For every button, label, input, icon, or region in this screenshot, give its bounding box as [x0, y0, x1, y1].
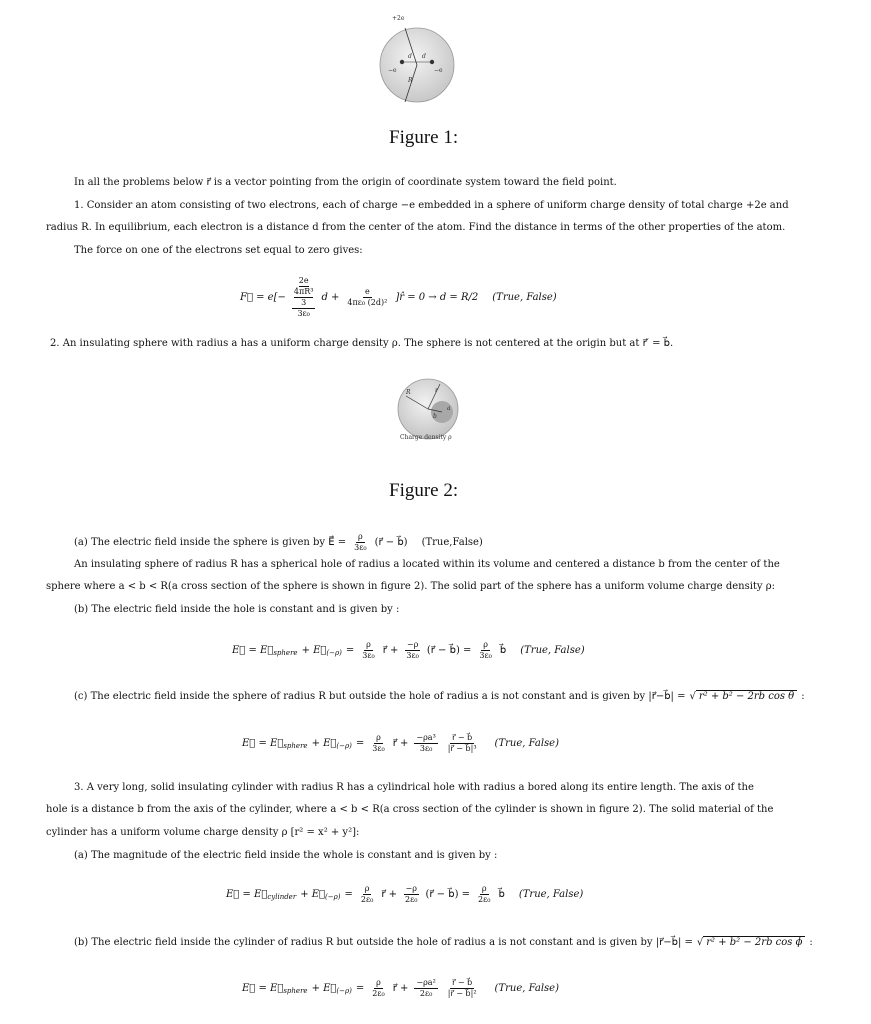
hole-line-1: An insulating sphere of radius R has a spherical hole of radius a located within its volume and centered a distance b from the center of the [74, 559, 780, 570]
p2c-frac-1-num: ρ [376, 733, 381, 742]
p3b-sub-1: sphere [283, 986, 308, 995]
p3a-frac-1 [359, 884, 375, 905]
p2b-frac-1-den: 3ε₀ [362, 651, 375, 660]
eq1-frac-1-num-mid: 4πR³ [293, 287, 314, 296]
p2b-lhs [232, 645, 298, 657]
p3b-lhs [242, 983, 308, 995]
problem-1-line-2: radius R. In equilibrium, each electron is a distance d from the center of the atom. Find the distance in terms of the other properties of the atom. [46, 222, 786, 233]
radius-label: R [408, 77, 413, 84]
p3a-frac-1-den: 2ε₀ [360, 895, 374, 904]
p2c-sqrt-content: r² + b² − 2rb cos θ [696, 690, 797, 702]
p3a-true-false: (True, False) [518, 889, 584, 900]
p2c-colon: : [801, 690, 805, 702]
p2b-eq: = [345, 645, 355, 656]
p2c-plus-text: + E⃗ [311, 737, 337, 749]
e-right-label: −e [434, 67, 443, 74]
eq1-lhs: F⃗ = e[− [240, 292, 286, 303]
p2a-frac-num: ρ [358, 532, 363, 541]
p2b-frac-3 [477, 640, 493, 661]
problem-1-line-1: 1. Consider an atom consisting of two electrons, each of charge −e embedded in a sphere of uniform charge density of total charge +2e and [74, 200, 789, 211]
problem-2c-equation [242, 733, 559, 754]
eq1-mid: d + [321, 292, 340, 303]
p3a-r: r⃗ + [381, 889, 398, 900]
p2b-sub-2: (−ρ) [326, 648, 342, 657]
p2b-frac-2-den: 3ε₀ [406, 651, 419, 660]
hole-line-2: sphere where a < b < R(a cross section of the sphere is shown in figure 2). The solid part of the sphere has a uniform volume charge density ρ: [46, 581, 776, 592]
p3b-frac-2-den: 2ε₀ [419, 989, 433, 998]
problem-3-line-3: cylinder has a uniform volume charge density ρ [r² = x² + y²]: [46, 827, 360, 838]
p2c-frac-3-den: |r⃗ − b⃗|³ [447, 744, 477, 753]
d-left-label: d [408, 53, 412, 60]
charge-label: +2e [392, 15, 405, 22]
p2c-eq: = [355, 738, 365, 749]
p3b-sub-2: (−ρ) [336, 986, 352, 995]
figure-2-diagram [390, 374, 480, 446]
fig2-density-label: Charge density ρ [400, 434, 452, 441]
p3b-sqrt: √ r² + b² − 2rb cos ϕ [697, 936, 806, 948]
p3b-frac-3-den: |r⃗ − b⃗|² [447, 989, 477, 998]
eq1-true-false: (True, False) [492, 292, 557, 303]
p2a-prefix: (a) The electric field inside the sphere is given by E⃗ = [74, 537, 347, 548]
p2b-lhs-text: E⃗ = E⃗ [232, 644, 274, 656]
p3a-mid: (r⃗ − b⃗) = [425, 889, 471, 900]
problem-1-line-3: The force on one of the electrons set equal to zero gives: [74, 245, 363, 256]
p3b-true-false: (True, False) [494, 983, 559, 994]
p2c-sqrt: √ r² + b² − 2rb cos θ [689, 690, 797, 702]
p3b-frac-1 [370, 978, 386, 999]
p2b-end: b⃗ [499, 645, 507, 656]
p2b-frac-1-num: ρ [366, 640, 371, 649]
p3b-frac-1-num: ρ [376, 978, 381, 987]
fig2-a-label: a [447, 405, 451, 412]
problem-1-equation [240, 276, 557, 319]
problem-2a-line [74, 532, 483, 553]
p3b-plus-text: + E⃗ [311, 982, 337, 994]
p2c-frac-2-den: 3ε₀ [419, 744, 433, 753]
p3b-r: r⃗ + [392, 983, 409, 994]
p2b-frac-3-den: 3ε₀ [479, 651, 492, 660]
p2c-frac-2-num: −ρa³ [416, 733, 436, 742]
p2b-frac-2 [404, 640, 420, 661]
p3b-sqrt-content: r² + b² − 2rb cos ϕ [703, 936, 805, 948]
p2a-suffix: (r⃗ − b⃗) [374, 537, 408, 548]
p3b-statement-text: (b) The electric field inside the cylinder of radius R but outside the hole of radius a is not constant and is given by |r⃗−b⃗| = [74, 936, 693, 948]
p2b-frac-3-num: ρ [483, 640, 488, 649]
p2c-true-false: (True, False) [494, 738, 559, 749]
problem-2-statement: 2. An insulating sphere with radius a has a uniform charge density ρ. The sphere is not centered at the origin but at r⃗′ = b⃗. [50, 338, 674, 349]
p2b-plus [302, 645, 342, 657]
problem-3b-statement [74, 936, 813, 948]
p2c-frac-1-den: 3ε₀ [372, 744, 385, 753]
p3b-frac-2-num: −ρa² [416, 978, 436, 987]
problem-3-line-2: hole is a distance b from the axis of the cylinder, where a < b < R(a cross section of the cylinder is shown in figure 2). The solid material of the [46, 804, 774, 815]
p2c-statement-text: (c) The electric field inside the sphere of radius R but outside the hole of radius a is not constant and is given by |r⃗−b⃗| = [74, 690, 686, 702]
p2b-plus-text: + E⃗ [301, 644, 327, 656]
p2b-true-false: (True, False) [520, 645, 585, 656]
problem-3a-statement: (a) The magnitude of the electric field inside the whole is constant and is given by : [74, 850, 498, 861]
p2c-r: r⃗ + [392, 738, 409, 749]
fig2-R-label: R [406, 389, 411, 396]
p2c-frac-2 [414, 733, 437, 754]
p3b-colon: : [809, 936, 813, 948]
figure-2-caption: Figure 2: [389, 480, 459, 501]
p2c-sub-1: sphere [283, 741, 308, 750]
problem-2c-statement [74, 690, 805, 702]
problem-2b-equation [232, 640, 585, 661]
p3a-frac-1-num: ρ [364, 884, 370, 893]
p2b-frac-1 [360, 640, 376, 661]
p2c-plus [312, 738, 352, 750]
p2b-sub-1: sphere [273, 648, 298, 657]
p3b-frac-2 [414, 978, 437, 999]
p3b-lhs-text: E⃗ = E⃗ [242, 982, 284, 994]
figure-1-diagram [372, 10, 462, 105]
problem-2b-statement: (b) The electric field inside the hole is constant and is given by : [74, 604, 400, 615]
e-left-label: −e [388, 67, 397, 74]
eq1-frac-2 [345, 287, 389, 308]
fig2-b-label: b [433, 413, 437, 420]
intro-text: In all the problems below r⃗ is a vector pointing from the origin of coordinate system toward the field point. [74, 177, 617, 188]
p2c-frac-3 [446, 733, 479, 754]
p2c-lhs-text: E⃗ = E⃗ [242, 737, 284, 749]
p2c-sub-2: (−ρ) [336, 741, 352, 750]
eq1-frac-1-num-den: 3 [301, 298, 307, 307]
p3a-sub-2: (−ρ) [325, 892, 341, 901]
eq1-frac-1 [292, 276, 316, 319]
p3a-frac-3-num: ρ [481, 884, 487, 893]
p3a-plus-text: + E⃗ [300, 888, 326, 900]
figure-1-caption: Figure 1: [389, 127, 459, 148]
p3a-lhs [226, 889, 296, 901]
p2a-frac-den: 3ε₀ [354, 543, 367, 552]
p3a-end: b⃗ [498, 889, 505, 900]
p3a-plus [300, 889, 340, 901]
p3b-frac-3 [446, 978, 479, 999]
p2c-frac-1 [370, 733, 386, 754]
d-right-label: d [422, 53, 426, 60]
p3a-frac-3-den: 2ε₀ [478, 895, 491, 904]
eq1-frac-1-den: 3ε₀ [297, 309, 310, 318]
fig2-r-label: r [435, 387, 438, 394]
p3a-frac-2 [403, 884, 419, 905]
p3b-frac-1-den: 2ε₀ [372, 989, 385, 998]
eq1-frac-2-num: e [365, 287, 370, 296]
eq1-frac-1-num-top: 2e [298, 276, 309, 285]
p3a-frac-2-num: −ρ [405, 884, 417, 893]
p2a-true-false: (True,False) [421, 537, 483, 548]
p3b-plus [312, 983, 352, 995]
eq1-tail: ]r̂ = 0 → d = R/2 [395, 292, 479, 303]
p2a-frac [352, 532, 368, 553]
p3a-eq: = [344, 889, 353, 900]
p3a-frac-2-den: 2ε₀ [405, 895, 418, 904]
problem-3a-equation [226, 884, 583, 905]
p3a-lhs-text: E⃗ = E⃗ [226, 888, 268, 900]
p2c-lhs [242, 738, 308, 750]
p2b-frac-2-num: −ρ [406, 640, 419, 649]
problem-3b-equation [242, 978, 559, 999]
p3a-sub-1: cylinder [267, 892, 297, 901]
p3b-eq: = [355, 983, 365, 994]
p3a-frac-3 [476, 884, 492, 905]
p2c-frac-3-num: r⃗ − b⃗ [452, 733, 473, 742]
problem-3-line-1: 3. A very long, solid insulating cylinder with radius R has a cylindrical hole with radius a bored along its entire length. The axis of the [74, 782, 754, 793]
p2b-r: r⃗ + [382, 645, 399, 656]
eq1-frac-2-den: 4πε₀ (2d)² [347, 298, 388, 307]
p3b-frac-3-num: r⃗ − b⃗ [452, 978, 473, 987]
p2b-mid: (r⃗ − b⃗) = [426, 645, 472, 656]
